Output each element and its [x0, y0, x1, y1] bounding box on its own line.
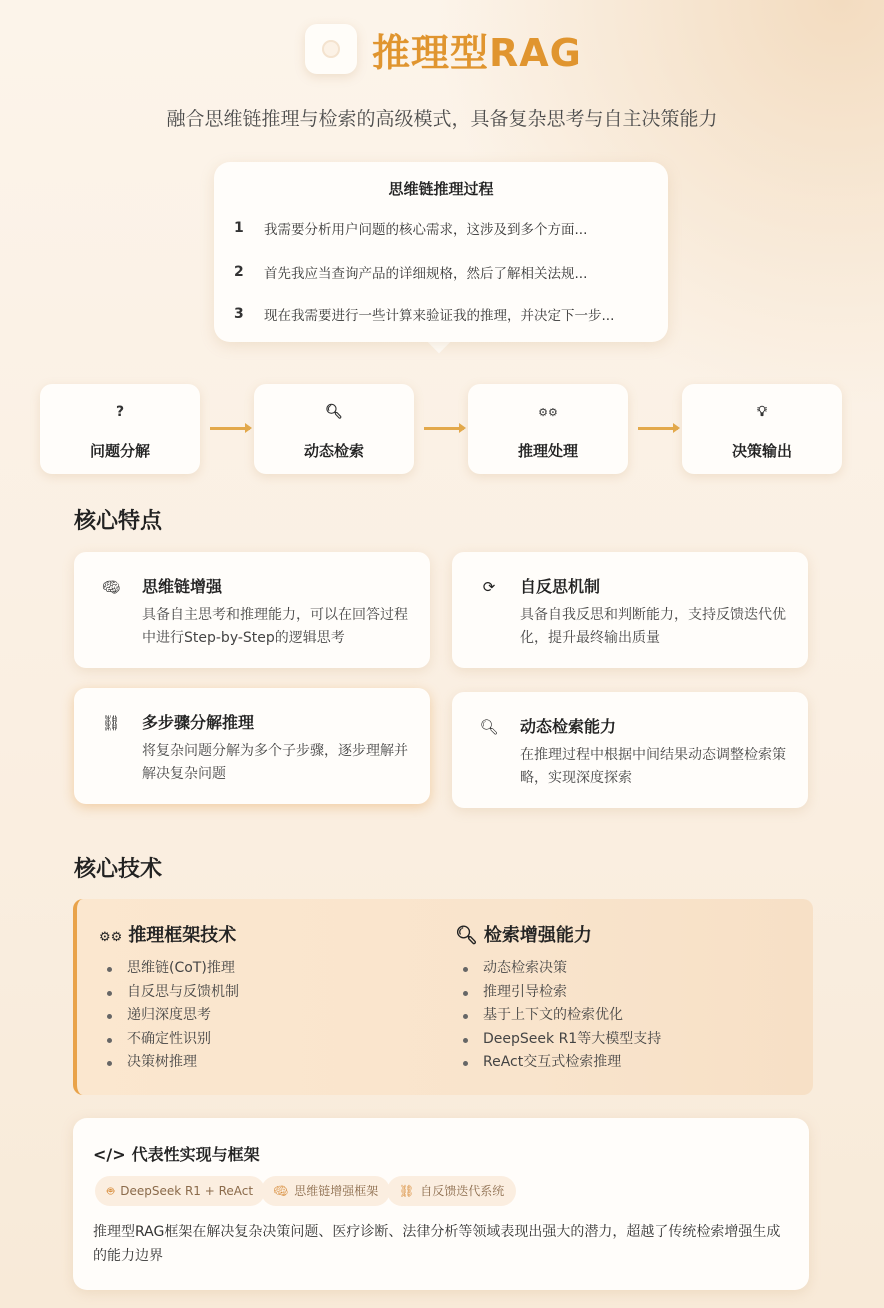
tag-chip [95, 1176, 265, 1206]
page-title: 推理型RAG [372, 31, 582, 75]
step-number: 2 [234, 264, 244, 280]
feature-card [74, 552, 430, 668]
list-item: 不确定性识别 [99, 1028, 239, 1052]
list-item: DeepSeek R1等大模型支持 [455, 1028, 661, 1052]
list-item: 思维链(CoT)推理 [99, 957, 239, 981]
chain-step [234, 304, 654, 328]
step-text: 我需要分析用户问题的核心需求，这涉及到多个方面... [264, 222, 588, 238]
chain-step [234, 262, 654, 286]
feature-desc: 具备自我反思和判断能力，支持反馈迭代优化，提升最终输出质量 [520, 607, 786, 646]
flow-arrow-icon [638, 427, 678, 430]
logo-icon [322, 40, 340, 58]
tech-column-label: 检索增强能力 [483, 925, 592, 946]
feature-title: 自反思机制 [520, 577, 601, 596]
chain-title: 思维链推理过程 [388, 180, 494, 198]
feature-desc: 具备自主思考和推理能力，可以在回答过程中进行Step-by-Step的逻辑思考 [142, 607, 408, 646]
impl-card [73, 1118, 809, 1290]
impl-description: 推理型RAG框架在解决复杂决策问题、医疗诊断、法律分析等领域表现出强大的潜力，超越了传统检索增强生成的能力边界 [93, 1224, 781, 1264]
code-icon: </> [93, 1145, 126, 1164]
impl-title-label: 代表性实现与框架 [131, 1145, 260, 1164]
page-subtitle: 融合思维链推理与检索的高级模式，具备复杂思考与自主决策能力 [166, 108, 718, 130]
flow-arrow-icon [424, 427, 464, 430]
tech-panel [73, 899, 813, 1095]
flow-step-reason [468, 384, 628, 474]
list-item: 递归深度思考 [99, 1004, 239, 1028]
list-item: ReAct交互式检索推理 [455, 1051, 661, 1075]
question-icon: ? [115, 404, 125, 420]
network-icon: ⛓ [399, 1184, 415, 1198]
gears-icon: ⚙⚙ [538, 406, 558, 419]
impl-title [93, 1142, 260, 1165]
list-item: 基于上下文的检索优化 [455, 1004, 661, 1028]
tech-column-title [455, 921, 592, 947]
robot-icon: 🤖︎ [107, 1184, 115, 1198]
feature-card [452, 692, 808, 808]
chain-card [214, 162, 668, 342]
flow-label: 问题分解 [89, 442, 150, 460]
feature-card [74, 688, 430, 804]
list-item: 决策树推理 [99, 1051, 239, 1075]
flow-label: 动态检索 [303, 442, 364, 460]
brain-icon: 🧠︎ [273, 1184, 289, 1198]
list-item: 动态检索决策 [455, 957, 661, 981]
flow-step-retrieve [254, 384, 414, 474]
section-title-features: 核心特点 [74, 509, 163, 534]
flow-arrow-icon [210, 427, 250, 430]
brain-icon: 🧠︎ [101, 578, 121, 596]
step-text: 首先我应当查询产品的详细规格，然后了解相关法规... [264, 266, 588, 282]
tag-label: 自反馈迭代系统 [420, 1184, 505, 1198]
feature-desc: 将复杂问题分解为多个子步骤，逐步理解并解决复杂问题 [142, 743, 408, 782]
gears-icon: ⚙⚙ [99, 930, 123, 945]
step-number: 1 [234, 220, 244, 236]
feature-title: 多步骤分解推理 [142, 713, 255, 732]
feature-title: 动态检索能力 [520, 717, 617, 736]
logo [305, 24, 357, 74]
search-icon: 🔍︎ [325, 404, 343, 420]
tech-column-title [99, 921, 236, 947]
feature-card [452, 552, 808, 668]
step-text: 现在我需要进行一些计算来验证我的推理，并决定下一步... [264, 308, 615, 324]
tech-list [99, 957, 239, 1075]
section-title-tech: 核心技术 [74, 857, 163, 882]
tag-label: DeepSeek R1 + ReAct [120, 1184, 254, 1198]
tag-label: 思维链增强框架 [294, 1184, 379, 1198]
feature-desc: 在推理过程中根据中间结果动态调整检索策略，实现深度探索 [520, 747, 786, 786]
tech-list [455, 957, 661, 1075]
chain-step [234, 218, 654, 242]
feature-title: 思维链增强 [142, 577, 223, 596]
tag-chip [261, 1176, 390, 1206]
step-number: 3 [234, 306, 244, 322]
refresh-icon: ⟳ [482, 578, 496, 596]
list-item: 自反思与反馈机制 [99, 981, 239, 1005]
search-icon: 🔍︎ [455, 925, 478, 946]
flow-step-decompose [40, 384, 200, 474]
tech-column-label: 推理框架技术 [128, 925, 237, 946]
search-plus-icon: 🔍︎ [479, 718, 499, 736]
lightbulb-icon: 💡︎ [757, 404, 767, 420]
flow-label: 决策输出 [731, 442, 792, 460]
flow-step-decide [682, 384, 842, 474]
tag-chip [387, 1176, 516, 1206]
list-item: 推理引导检索 [455, 981, 661, 1005]
flow-label: 推理处理 [517, 442, 578, 460]
network-icon: ⛓ [101, 714, 121, 732]
